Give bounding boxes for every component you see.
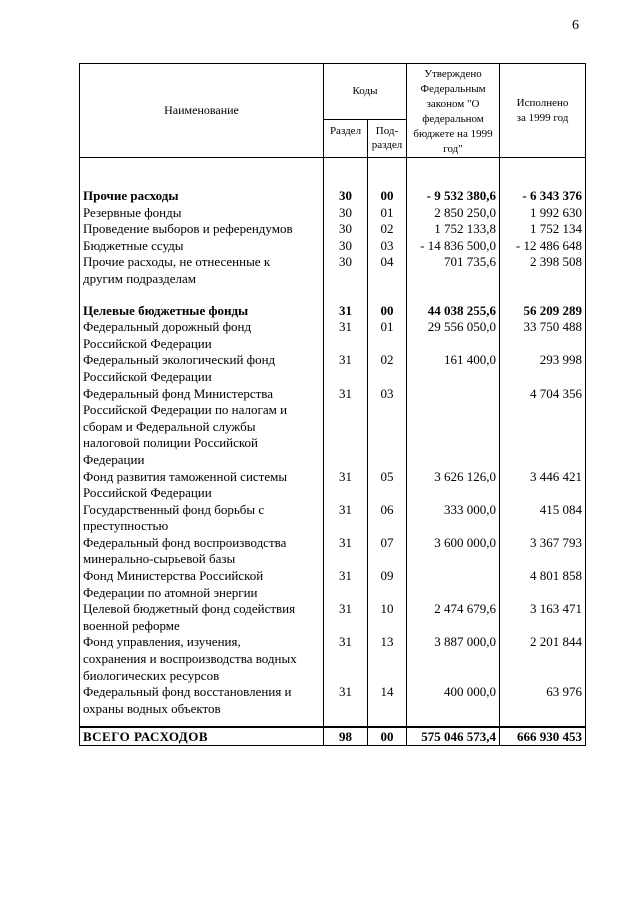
row-subsection: 00 bbox=[368, 188, 407, 205]
row-executed: 415 084 bbox=[500, 502, 586, 535]
table-row bbox=[80, 221, 586, 238]
table-row bbox=[80, 188, 586, 205]
row-name: Федеральный дорожный фонд Российской Федерации bbox=[80, 319, 324, 352]
row-executed: 4 801 858 bbox=[500, 568, 586, 601]
table-row bbox=[80, 238, 586, 255]
row-name: Проведение выборов и референдумов bbox=[80, 221, 324, 238]
total-row bbox=[80, 727, 586, 746]
row-name: Целевые бюджетные фонды bbox=[80, 303, 324, 320]
row-subsection: 03 bbox=[368, 386, 407, 469]
total-approved: 575 046 573,4 bbox=[407, 727, 500, 746]
header-approved: Утверждено Федеральным законом "О федеральном бюджете на 1999 год" bbox=[407, 64, 500, 158]
row-executed: 3 163 471 bbox=[500, 601, 586, 634]
table-row bbox=[80, 303, 586, 320]
row-section: 31 bbox=[324, 535, 368, 568]
row-approved: 701 735,6 bbox=[407, 254, 500, 287]
row-approved: 3 626 126,0 bbox=[407, 469, 500, 502]
header-subsection: Под- раздел bbox=[368, 119, 407, 157]
row-subsection: 01 bbox=[368, 319, 407, 352]
total-section: 98 bbox=[324, 727, 368, 746]
row-name: Федеральный фонд Министерства Российской Федерации по налогам и сборам и Федеральной службы налоговой полиции Российской Федерации bbox=[80, 386, 324, 469]
row-name: Целевой бюджетный фонд содействия военной реформе bbox=[80, 601, 324, 634]
row-approved: 3 600 000,0 bbox=[407, 535, 500, 568]
table-row bbox=[80, 634, 586, 684]
header-executed: Исполнено за 1999 год bbox=[500, 64, 586, 158]
row-section: 31 bbox=[324, 684, 368, 717]
table-row bbox=[80, 684, 586, 717]
row-approved bbox=[407, 386, 500, 469]
header-name: Наименование bbox=[80, 64, 324, 158]
row-executed: 3 367 793 bbox=[500, 535, 586, 568]
row-subsection: 06 bbox=[368, 502, 407, 535]
row-name: Прочие расходы bbox=[80, 188, 324, 205]
table-row bbox=[80, 469, 586, 502]
page-number: 6 bbox=[572, 18, 579, 33]
row-subsection: 14 bbox=[368, 684, 407, 717]
table-row bbox=[80, 502, 586, 535]
row-section: 30 bbox=[324, 238, 368, 255]
row-executed: 1 992 630 bbox=[500, 205, 586, 222]
row-executed: 3 446 421 bbox=[500, 469, 586, 502]
row-executed: 2 398 508 bbox=[500, 254, 586, 287]
row-approved: 2 474 679,6 bbox=[407, 601, 500, 634]
row-executed: 56 209 289 bbox=[500, 303, 586, 320]
row-approved: 44 038 255,6 bbox=[407, 303, 500, 320]
row-approved: 3 887 000,0 bbox=[407, 634, 500, 684]
row-executed: - 12 486 648 bbox=[500, 238, 586, 255]
row-section: 31 bbox=[324, 502, 368, 535]
row-approved: 161 400,0 bbox=[407, 352, 500, 385]
row-name: Федеральный фонд воспроизводства минерально-сырьевой базы bbox=[80, 535, 324, 568]
row-subsection: 01 bbox=[368, 205, 407, 222]
row-name: Федеральный фонд восстановления и охраны водных объектов bbox=[80, 684, 324, 717]
row-name: Прочие расходы, не отнесенные к другим подразделам bbox=[80, 254, 324, 287]
row-subsection: 04 bbox=[368, 254, 407, 287]
row-section: 31 bbox=[324, 386, 368, 469]
table-row bbox=[80, 386, 586, 469]
row-executed: 4 704 356 bbox=[500, 386, 586, 469]
row-name: Фонд Министерства Российской Федерации по атомной энергии bbox=[80, 568, 324, 601]
row-approved: 400 000,0 bbox=[407, 684, 500, 717]
row-subsection: 02 bbox=[368, 352, 407, 385]
table-row bbox=[80, 568, 586, 601]
row-section: 30 bbox=[324, 254, 368, 287]
row-name: Резервные фонды bbox=[80, 205, 324, 222]
table-row bbox=[80, 205, 586, 222]
table-row bbox=[80, 254, 586, 287]
row-approved: - 9 532 380,6 bbox=[407, 188, 500, 205]
row-section: 31 bbox=[324, 568, 368, 601]
table-row bbox=[80, 352, 586, 385]
row-approved: 1 752 133,8 bbox=[407, 221, 500, 238]
row-section: 31 bbox=[324, 601, 368, 634]
row-executed: 1 752 134 bbox=[500, 221, 586, 238]
row-section: 31 bbox=[324, 469, 368, 502]
row-subsection: 03 bbox=[368, 238, 407, 255]
row-subsection: 02 bbox=[368, 221, 407, 238]
row-subsection: 00 bbox=[368, 303, 407, 320]
total-executed: 666 930 453 bbox=[500, 727, 586, 746]
row-section: 31 bbox=[324, 303, 368, 320]
table-row bbox=[80, 319, 586, 352]
table-header bbox=[80, 64, 586, 158]
row-approved: 29 556 050,0 bbox=[407, 319, 500, 352]
row-section: 30 bbox=[324, 221, 368, 238]
row-executed: 293 998 bbox=[500, 352, 586, 385]
row-name: Фонд развития таможенной системы Российской Федерации bbox=[80, 469, 324, 502]
budget-table bbox=[79, 63, 586, 746]
row-executed: 63 976 bbox=[500, 684, 586, 717]
row-subsection: 07 bbox=[368, 535, 407, 568]
row-section: 30 bbox=[324, 188, 368, 205]
row-section: 31 bbox=[324, 319, 368, 352]
row-section: 31 bbox=[324, 634, 368, 684]
header-section: Раздел bbox=[324, 119, 368, 157]
row-approved: - 14 836 500,0 bbox=[407, 238, 500, 255]
row-name: Государственный фонд борьбы с преступностью bbox=[80, 502, 324, 535]
header-codes: Коды bbox=[324, 64, 407, 120]
row-subsection: 13 bbox=[368, 634, 407, 684]
row-subsection: 09 bbox=[368, 568, 407, 601]
row-executed: 33 750 488 bbox=[500, 319, 586, 352]
row-section: 31 bbox=[324, 352, 368, 385]
row-name: Фонд управления, изучения, сохранения и воспроизводства водных биологических ресурсов bbox=[80, 634, 324, 684]
row-approved: 333 000,0 bbox=[407, 502, 500, 535]
row-section: 30 bbox=[324, 205, 368, 222]
table-body bbox=[80, 158, 586, 746]
row-approved: 2 850 250,0 bbox=[407, 205, 500, 222]
row-executed: - 6 343 376 bbox=[500, 188, 586, 205]
row-subsection: 10 bbox=[368, 601, 407, 634]
row-approved bbox=[407, 568, 500, 601]
row-subsection: 05 bbox=[368, 469, 407, 502]
total-name: ВСЕГО РАСХОДОВ bbox=[80, 727, 324, 746]
table-row bbox=[80, 535, 586, 568]
table-row bbox=[80, 601, 586, 634]
row-name: Федеральный экологический фонд Российской Федерации bbox=[80, 352, 324, 385]
total-subsection: 00 bbox=[368, 727, 407, 746]
row-name: Бюджетные ссуды bbox=[80, 238, 324, 255]
row-executed: 2 201 844 bbox=[500, 634, 586, 684]
